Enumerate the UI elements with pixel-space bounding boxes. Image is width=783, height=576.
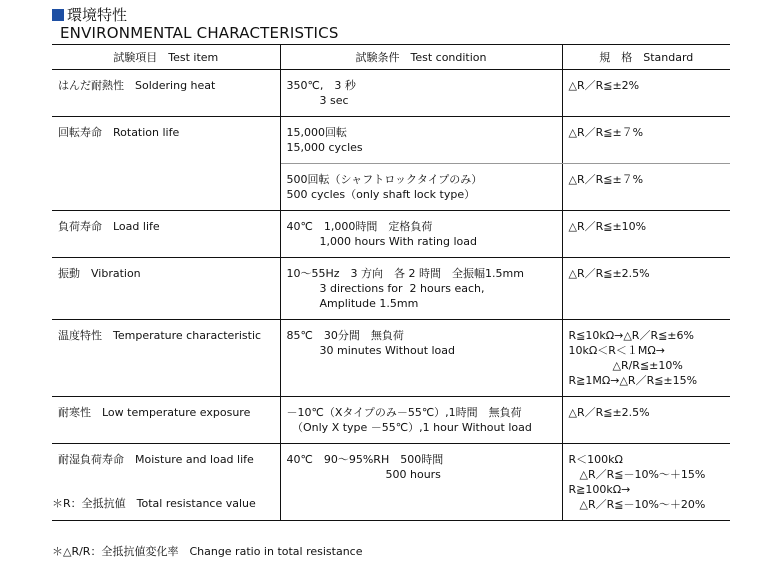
row-standard: R≦10kΩ→△R／R≦±6% 10kΩ＜R＜１MΩ→ △R/R≦±10% R≧1MΩ→△R／R≦±15% xyxy=(562,320,730,397)
square-bullet-icon xyxy=(52,9,64,21)
row-test-condition: 500回転（シャフトロックタイプのみ） 500 cycles（only shaft lock type） xyxy=(280,164,562,211)
row-test-item: 温度特性 Temperature characteristic xyxy=(52,320,280,397)
row-standard: △R／R≦±2.5% xyxy=(562,397,730,444)
row-test-item: はんだ耐熱性 Soldering heat xyxy=(52,70,280,117)
table-row xyxy=(52,70,730,117)
section-title-jp-text: 環境特性 xyxy=(67,6,128,24)
table-row xyxy=(52,117,730,164)
row-standard: △R／R≦±2% xyxy=(562,70,730,117)
row-standard: △R／R≦±７% xyxy=(562,164,730,211)
row-test-item: 回転寿命 Rotation life xyxy=(52,117,280,211)
footnote-total-resistance: ＊R：全抵抗値 Total resistance value xyxy=(52,497,256,510)
footnote-change-ratio: ＊△R/R：全抵抗値変化率 Change ratio in total resistance xyxy=(52,545,363,558)
row-test-condition: 15,000回転 15,000 cycles xyxy=(280,117,562,164)
table-row xyxy=(52,258,730,320)
row-standard: △R／R≦±10% xyxy=(562,211,730,258)
header-test-condition: 試験条件 Test condition xyxy=(280,45,562,70)
footnotes xyxy=(52,464,363,576)
row-test-item: 耐寒性 Low temperature exposure xyxy=(52,397,280,444)
table-row xyxy=(52,397,730,444)
row-test-condition: 40℃ 1,000時間 定格負荷 1,000 hours With rating load xyxy=(280,211,562,258)
row-test-item: 負荷寿命 Load life xyxy=(52,211,280,258)
section-title-jp xyxy=(52,6,127,24)
header-standard: 規 格 Standard xyxy=(562,45,730,70)
row-standard: △R／R≦±７% xyxy=(562,117,730,164)
environment-table xyxy=(52,44,730,521)
row-test-condition: 40℃ 90～95%RH 500時間 500 hours xyxy=(280,444,562,521)
row-test-condition: 10～55Hz 3 方向 各 2 時間 全振幅1.5mm 3 directions for 2 hours each, Amplitude 1.5mm xyxy=(280,258,562,320)
row-test-condition: 85℃ 30分間 無負荷 30 minutes Without load xyxy=(280,320,562,397)
table-row xyxy=(52,211,730,258)
row-test-condition: 350℃, 3 秒 3 sec xyxy=(280,70,562,117)
row-test-item: 耐湿負荷寿命 Moisture and load life xyxy=(52,444,280,521)
row-test-item: 振動 Vibration xyxy=(52,258,280,320)
table-header-row xyxy=(52,45,730,70)
row-standard: △R／R≦±2.5% xyxy=(562,258,730,320)
header-test-item: 試験項目 Test item xyxy=(52,45,280,70)
section-title-en: ENVIRONMENTAL CHARACTERISTICS xyxy=(60,24,339,42)
row-test-condition: －10℃（Xタイプのみ－55℃）,1時間 無負荷 （Only X type －55℃）,1 hour Without load xyxy=(280,397,562,444)
table-row xyxy=(52,320,730,397)
row-standard: R＜100kΩ △R／R≦－10%～＋15% R≧100kΩ→ △R／R≦－10%～＋20% xyxy=(562,444,730,521)
